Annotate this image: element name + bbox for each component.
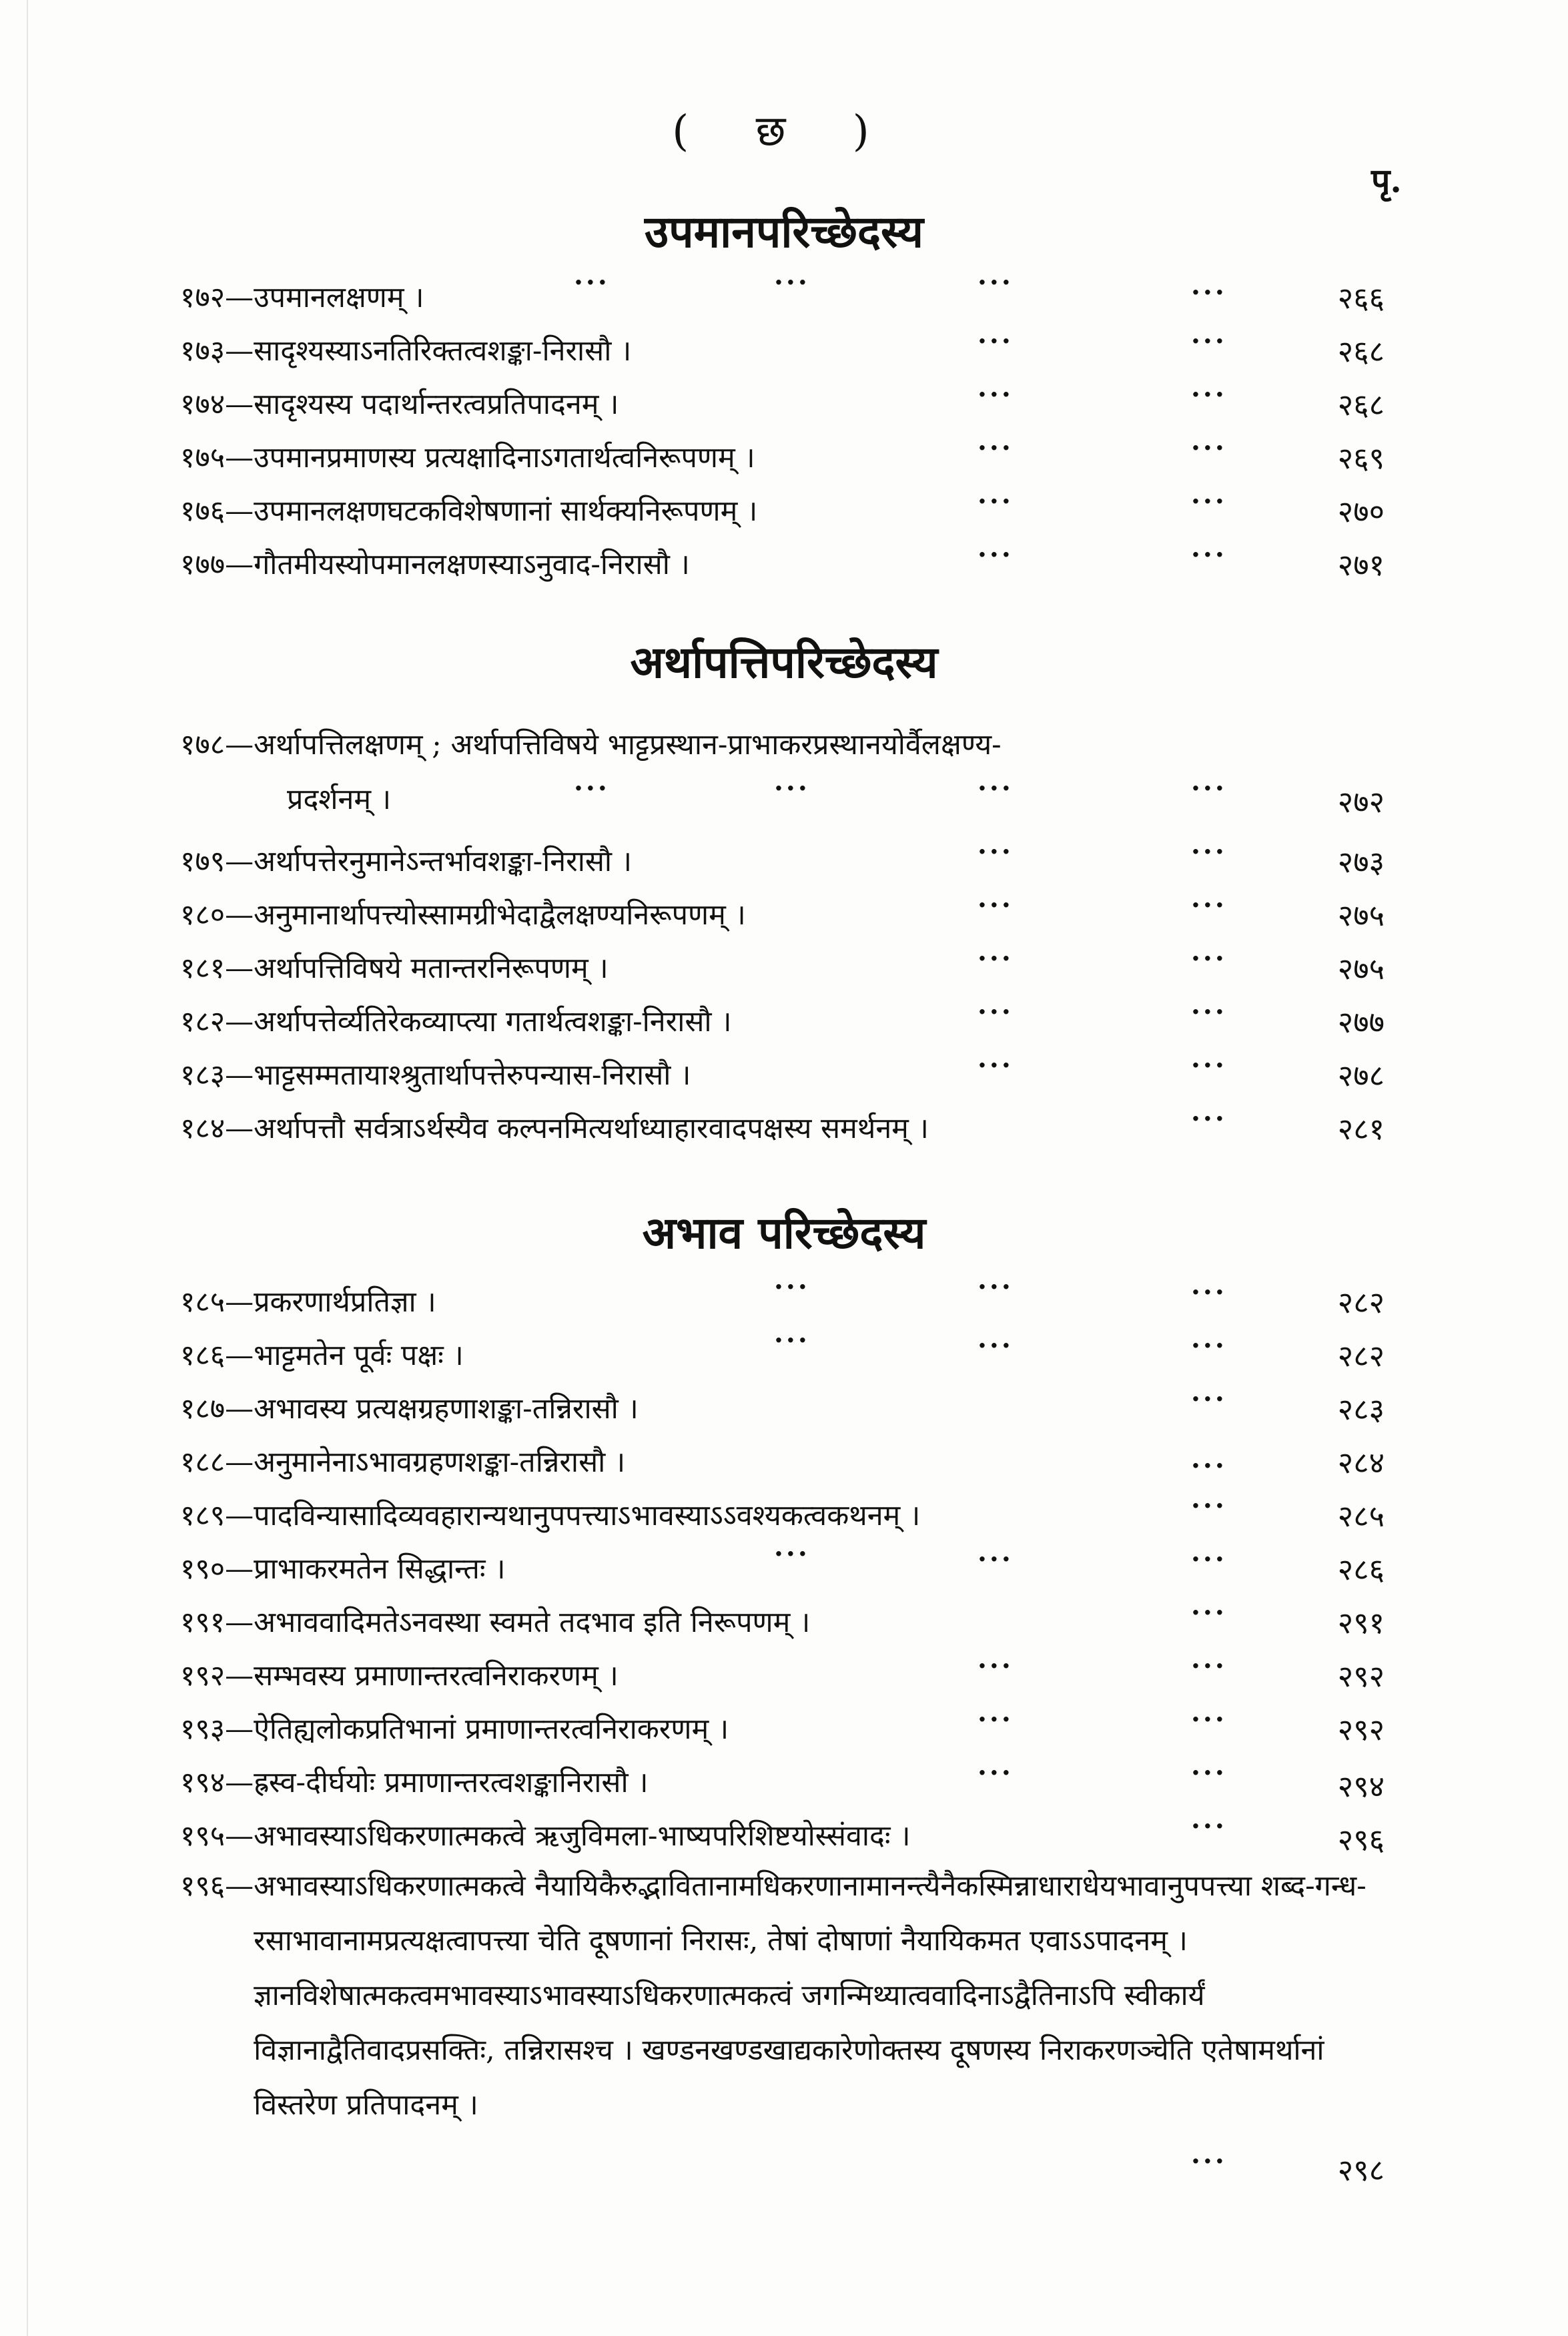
leader-dots: ··· [774,1538,810,1570]
entry-page: २८४ [1337,1445,1385,1480]
entry-text: प्राभाकरमतेन सिद्धान्तः । [254,1552,506,1586]
leader-dots: ··· [1191,326,1227,357]
entry-page: २७५ [1337,951,1385,986]
leader-dots: ··· [1191,277,1227,308]
leader-dots: ··· [977,1050,1014,1081]
margin-line [27,0,28,2336]
leader-dots: ··· [1191,1330,1227,1362]
leader-dots: ··· [977,1544,1014,1575]
toc-entry: १८२—अर्थापत्तेर्व्यतिरेकव्याप्त्या गतार्थत्वशङ्का-निरासौ । [180,994,1381,1049]
entry-page: २६६ [1337,280,1385,316]
toc-entry: १८८—अनुमानेनाऽभावग्रहणशङ्का-तन्निरासौ । [180,1435,1381,1490]
leader-dots: ··· [1191,1704,1227,1735]
entry-text: अभावस्याऽधिकरणात्मकत्वे नैयायिकैरुद्भावितानामधिकरणानामानन्त्यैनैकस्मिन्नाधाराधेयभावानुपपत्त्या शब्द-गन्ध-रसाभावानामप्रत्यक्षत्वापत्त्या चेति दूषणानां निरासः, तेषां दोषाणां नैयायिकमत एवाऽऽपादनम् । ज्ञानविशेषात्मकत्वमभावस्याऽभावस्याऽधिकरणात्मकत्वं जगन्मिथ्यात्ववादिनाऽद्वैतिनाऽपि स्वीकार्यं विज्ञानाद्वैतिवादप्रसक्तिः, तन्निरासश्च । खण्डनखण्डखाद्यकारेणोक्तस्य दूषणस्य निराकरणञ्चेति एतेषामर्थानां विस्तरेण प्रतिपादनम् । [254,1869,1366,2122]
toc-entry: १७९—अर्थापत्तेरनुमानेऽन्तर्भावशङ्का-निरासौ । [180,834,1381,889]
entry-page: २७५ [1337,898,1385,933]
leader-dots: ··· [977,486,1014,517]
entry-page: २८२ [1337,1338,1385,1374]
entry-text: भाट्टसम्मतायाश्श्रुतार्थापत्तेरुपन्यास-निरासौ । [254,1059,691,1092]
entry-text: अर्थापत्तेर्व्यतिरेकव्याप्त्या गतार्थत्वशङ्का-निरासौ । [254,1005,732,1039]
entry-page: २७८ [1337,1058,1385,1093]
section-title-arthapatti: अर्थापत्तिपरिच्छेदस्य [630,636,938,688]
entry-page: २७७ [1337,1004,1385,1040]
entry-number: १९० [180,1552,226,1586]
leader-dots: ··· [977,1757,1014,1789]
entry-number: १८३ [180,1059,226,1092]
toc-entry: १९६—अभावस्याऽधिकरणात्मकत्वे नैयायिकैरुद्भावितानामधिकरणानामानन्त्यैनैकस्मिन्नाधाराधेयभावानुपपत्त्या शब्द-गन्ध-रसाभावानामप्रत्यक्षत्वापत्त्या चेति दूषणानां निरासः, तेषां दोषाणां नैयायिकमत एवाऽऽपादनम् । ज्ञानविशेषात्मकत्वमभावस्याऽभावस्याऽधिकरणात्मकत्वं जगन्मिथ्यात्ववादिनाऽद्वैतिनाऽपि स्वीकार्यं विज्ञानाद्वैतिवादप्रसक्तिः, तन्निरासश्च । खण्डनखण्डखाद्यकारेणोक्तस्य दूषणस्य निराकरणञ्चेति एतेषामर्थानां विस्तरेण प्रतिपादनम् । [180,1859,1381,2132]
leader-dots: ··· [774,1271,810,1303]
leader-dots: ··· [774,773,810,804]
entry-number: १९६ [180,1869,226,1903]
entry-page: २८६ [1337,1552,1385,1587]
entry-text: अर्थापत्तौ सर्वत्राऽर्थस्यैव कल्पनमित्यर्थाध्याहारवादपक्षस्य समर्थनम् । [254,1112,929,1145]
entry-page: २७२ [1337,784,1385,820]
leader-dots: ··· [977,379,1014,410]
section-title-upamana: उपमानपरिच्छेदस्य [645,206,923,258]
entry-number: १७७ [180,548,226,581]
entry-text: प्रकरणार्थप्रतिज्ञा । [254,1285,436,1319]
entry-number: १९५ [180,1819,226,1853]
section-title-abhava: अभाव परिच्छेदस्य [642,1207,926,1259]
leader-dots: ··· [1191,1050,1227,1081]
leader-dots: ··· [977,890,1014,921]
leader-dots: ··· [977,836,1014,868]
entry-page: २८१ [1337,1111,1385,1147]
leader-dots: ··· [977,1271,1014,1303]
entry-continuation: प्रदर्शनम् । [287,783,392,816]
toc-entry: १८३—भाट्टसम्मतायाश्श्रुतार्थापत्तेरुपन्यास-निरासौ । [180,1048,1381,1103]
toc-entry: १७५—उपमानप्रमाणस्य प्रत्यक्षादिनाऽगतार्थत्वनिरूपणम् । [180,430,1381,485]
entry-page: २७० [1337,494,1385,529]
entry-number: १७२ [180,281,226,314]
entry-number: १८७ [180,1392,226,1426]
leader-dots: ··· [977,539,1014,571]
entry-page: २७३ [1337,844,1385,880]
entry-text: उपमानप्रमाणस्य प्रत्यक्षादिनाऽगतार्थत्वनिरूपणम् । [254,441,755,475]
leader-dots: ··· [1191,379,1227,410]
leader-dots: ··· [1191,773,1227,804]
toc-entry: १७२—उपमानलक्षणम् । [180,270,1381,325]
entry-number: १८१ [180,952,226,985]
toc-entry: १७६—उपमानलक्षणघटकविशेषणानां सार्थक्यनिरूपणम् । [180,484,1381,539]
leader-dots: ··· [574,267,610,298]
leader-dots: ··· [1191,1450,1227,1482]
leader-dots: ··· [1191,1757,1227,1789]
entry-text: अभावस्याऽधिकरणात्मकत्वे ऋजुविमला-भाष्यपरिशिष्टयोस्संवादः । [254,1819,911,1853]
entry-number: १८५ [180,1285,226,1319]
entry-text: सादृश्यस्य पदार्थान्तरत्वप्रतिपादनम् । [254,388,619,421]
leader-dots: ··· [1191,1651,1227,1682]
entry-number: १८६ [180,1339,226,1372]
entry-text: अर्थापत्तेरनुमानेऽन्तर्भावशङ्का-निरासौ । [254,845,632,878]
entry-text: ह्रस्व-दीर्घयोः प्रमाणान्तरत्वशङ्कानिरासौ । [254,1766,649,1799]
entry-text: भाट्टमतेन पूर्वः पक्षः । [254,1339,464,1372]
entry-page: २९१ [1337,1605,1385,1641]
toc-entry: १९२—सम्भवस्य प्रमाणान्तरत्वनिराकरणम् । [180,1649,1381,1703]
entry-text: अर्थापत्तिविषये मतान्तरनिरूपणम् । [254,952,609,985]
entry-text: अभावस्य प्रत्यक्षग्रहणाशङ्का-तन्निरासौ । [254,1392,639,1426]
entry-text: गौतमीयस्योपमानलक्षणस्याऽनुवाद-निरासौ । [254,548,690,581]
toc-entry: १९५—अभावस्याऽधिकरणात्मकत्वे ऋजुविमला-भाष्यपरिशिष्टयोस्संवादः । [180,1809,1381,1863]
toc-entry: १८९—पादविन्यासादिव्यवहारान्यथानुपपत्त्याऽभावस्याऽऽवश्यकत्वकथनम् । [180,1488,1381,1543]
entry-number: १८० [180,898,226,932]
entry-number: १७३ [180,334,226,368]
toc-entry: १८६—भाट्टमतेन पूर्वः पक्षः । [180,1328,1381,1383]
leader-dots: ··· [1191,1811,1227,1842]
toc-entry: १७८—अर्थापत्तिलक्षणम् ; अर्थापत्तिविषये भाट्टप्रस्थान-प्राभाकरप्रस्थानयोर्वैलक्षण्य- [180,717,1381,772]
leader-dots: ··· [1191,486,1227,517]
entry-number: १७५ [180,441,226,475]
entry-number: १८४ [180,1112,226,1145]
entry-page: २८३ [1337,1392,1385,1427]
leader-dots: ··· [1191,943,1227,974]
leader-dots: ··· [1191,996,1227,1028]
entry-number: १९३ [180,1713,226,1746]
toc-entry: १७७—गौतमीयस्योपमानलक्षणस्याऽनुवाद-निरासौ । [180,537,1381,592]
entry-text: सादृश्यस्याऽनतिरिक्तत्वशङ्का-निरासौ । [254,334,632,368]
page-column-header: पृ. [1371,161,1402,200]
entry-page: २८२ [1337,1285,1385,1320]
entry-number: १७४ [180,388,226,421]
leader-dots: ··· [1191,539,1227,571]
entry-text: उपमानलक्षणघटकविशेषणानां सार्थक्यनिरूपणम् । [254,495,758,528]
entry-text: अर्थापत्तिलक्षणम् ; अर्थापत्तिविषये भाट्टप्रस्थान-प्राभाकरप्रस्थानयोर्वैलक्षण्य- [254,728,1002,762]
toc-entry: १८१—अर्थापत्तिविषये मतान्तरनिरूपणम् । [180,941,1381,996]
toc-entry: १८०—अनुमानार्थापत्त्योस्सामग्रीभेदाद्वैलक्षण्यनिरूपणम् । [180,888,1381,942]
toc-entry: १७४—सादृश्यस्य पदार्थान्तरत्वप्रतिपादनम् । [180,377,1381,432]
entry-page: २९८ [1337,2152,1385,2188]
toc-entry: १८४—अर्थापत्तौ सर्वत्राऽर्थस्यैव कल्पनमित्यर्थाध्याहारवादपक्षस्य समर्थनम् । [180,1101,1381,1156]
entry-page: २९६ [1337,1822,1385,1857]
toc-entry: १९४—ह्रस्व-दीर्घयोः प्रमाणान्तरत्वशङ्कानिरासौ । [180,1755,1381,1810]
entry-number: १७९ [180,845,226,878]
entry-number: १८९ [180,1499,226,1532]
entry-text: पादविन्यासादिव्यवहारान्यथानुपपत्त्याऽभावस्याऽऽवश्यकत्वकथनम् । [254,1499,921,1532]
entry-page: २९२ [1337,1659,1385,1694]
leader-dots: ··· [977,267,1014,298]
leader-dots: ··· [977,1651,1014,1682]
entry-number: १७६ [180,495,226,528]
leader-dots: ··· [1191,836,1227,868]
leader-dots: ··· [977,432,1014,464]
entry-number: १९२ [180,1659,226,1693]
toc-entry: १८५—प्रकरणार्थप्रतिज्ञा । [180,1275,1381,1330]
leader-dots: ··· [774,267,810,298]
leader-dots: ··· [774,1325,810,1356]
entry-page: २८५ [1337,1498,1385,1534]
leader-dots: ··· [1191,2146,1227,2177]
leader-dots: ··· [977,1330,1014,1362]
leader-dots: ··· [1191,1544,1227,1575]
toc-entry: १८७—अभावस्य प्रत्यक्षग्रहणाशङ्का-तन्निरासौ । [180,1382,1381,1436]
entry-text: अनुमानेनाऽभावग्रहणशङ्का-तन्निरासौ । [254,1446,626,1479]
entry-text: अनुमानार्थापत्त्योस्सामग्रीभेदाद्वैलक्षण्यनिरूपणम् । [254,898,746,932]
leader-dots: ··· [977,1704,1014,1735]
entry-page: २६८ [1337,334,1385,369]
leader-dots: ··· [1191,1277,1227,1308]
entry-number: १७८ [180,728,226,762]
leader-dots: ··· [1191,1384,1227,1415]
entry-number: १८८ [180,1446,226,1479]
leader-dots: ··· [977,943,1014,974]
toc-entry: १९३—ऐतिह्यलोकप्रतिभानां प्रमाणान्तरत्वनिराकरणम् । [180,1702,1381,1757]
entry-text: सम्भवस्य प्रमाणान्तरत्वनिराकरणम् । [254,1659,619,1693]
entry-number: १८२ [180,1005,226,1039]
entry-text: अभाववादिमतेऽनवस्था स्वमते तदभाव इति निरूपणम् । [254,1606,811,1639]
leader-dots: ··· [1191,1597,1227,1629]
leader-dots: ··· [574,773,610,804]
leader-dots: ··· [1191,1103,1227,1135]
toc-entry: १९०—प्राभाकरमतेन सिद्धान्तः । [180,1542,1381,1596]
leader-dots: ··· [977,773,1014,804]
leader-dots: ··· [1191,1490,1227,1522]
entry-page: २६९ [1337,441,1385,476]
entry-number: १९१ [180,1606,226,1639]
page-marker: ( छ ) [672,107,896,156]
entry-number: १९४ [180,1766,226,1799]
entry-text: उपमानलक्षणम् । [254,281,424,314]
leader-dots: ··· [977,326,1014,357]
toc-entry: १९१—अभाववादिमतेऽनवस्था स्वमते तदभाव इति निरूपणम् । [180,1595,1381,1650]
entry-page: २९४ [1337,1769,1385,1804]
entry-page: २६८ [1337,387,1385,422]
entry-page: २७१ [1337,547,1385,583]
leader-dots: ··· [977,996,1014,1028]
entry-text: ऐतिह्यलोकप्रतिभानां प्रमाणान्तरत्वनिराकरणम् । [254,1713,729,1746]
entry-page: २९२ [1337,1712,1385,1747]
toc-entry: १७३—सादृश्यस्याऽनतिरिक्तत्वशङ्का-निरासौ । [180,324,1381,378]
leader-dots: ··· [1191,432,1227,464]
leader-dots: ··· [1191,890,1227,921]
